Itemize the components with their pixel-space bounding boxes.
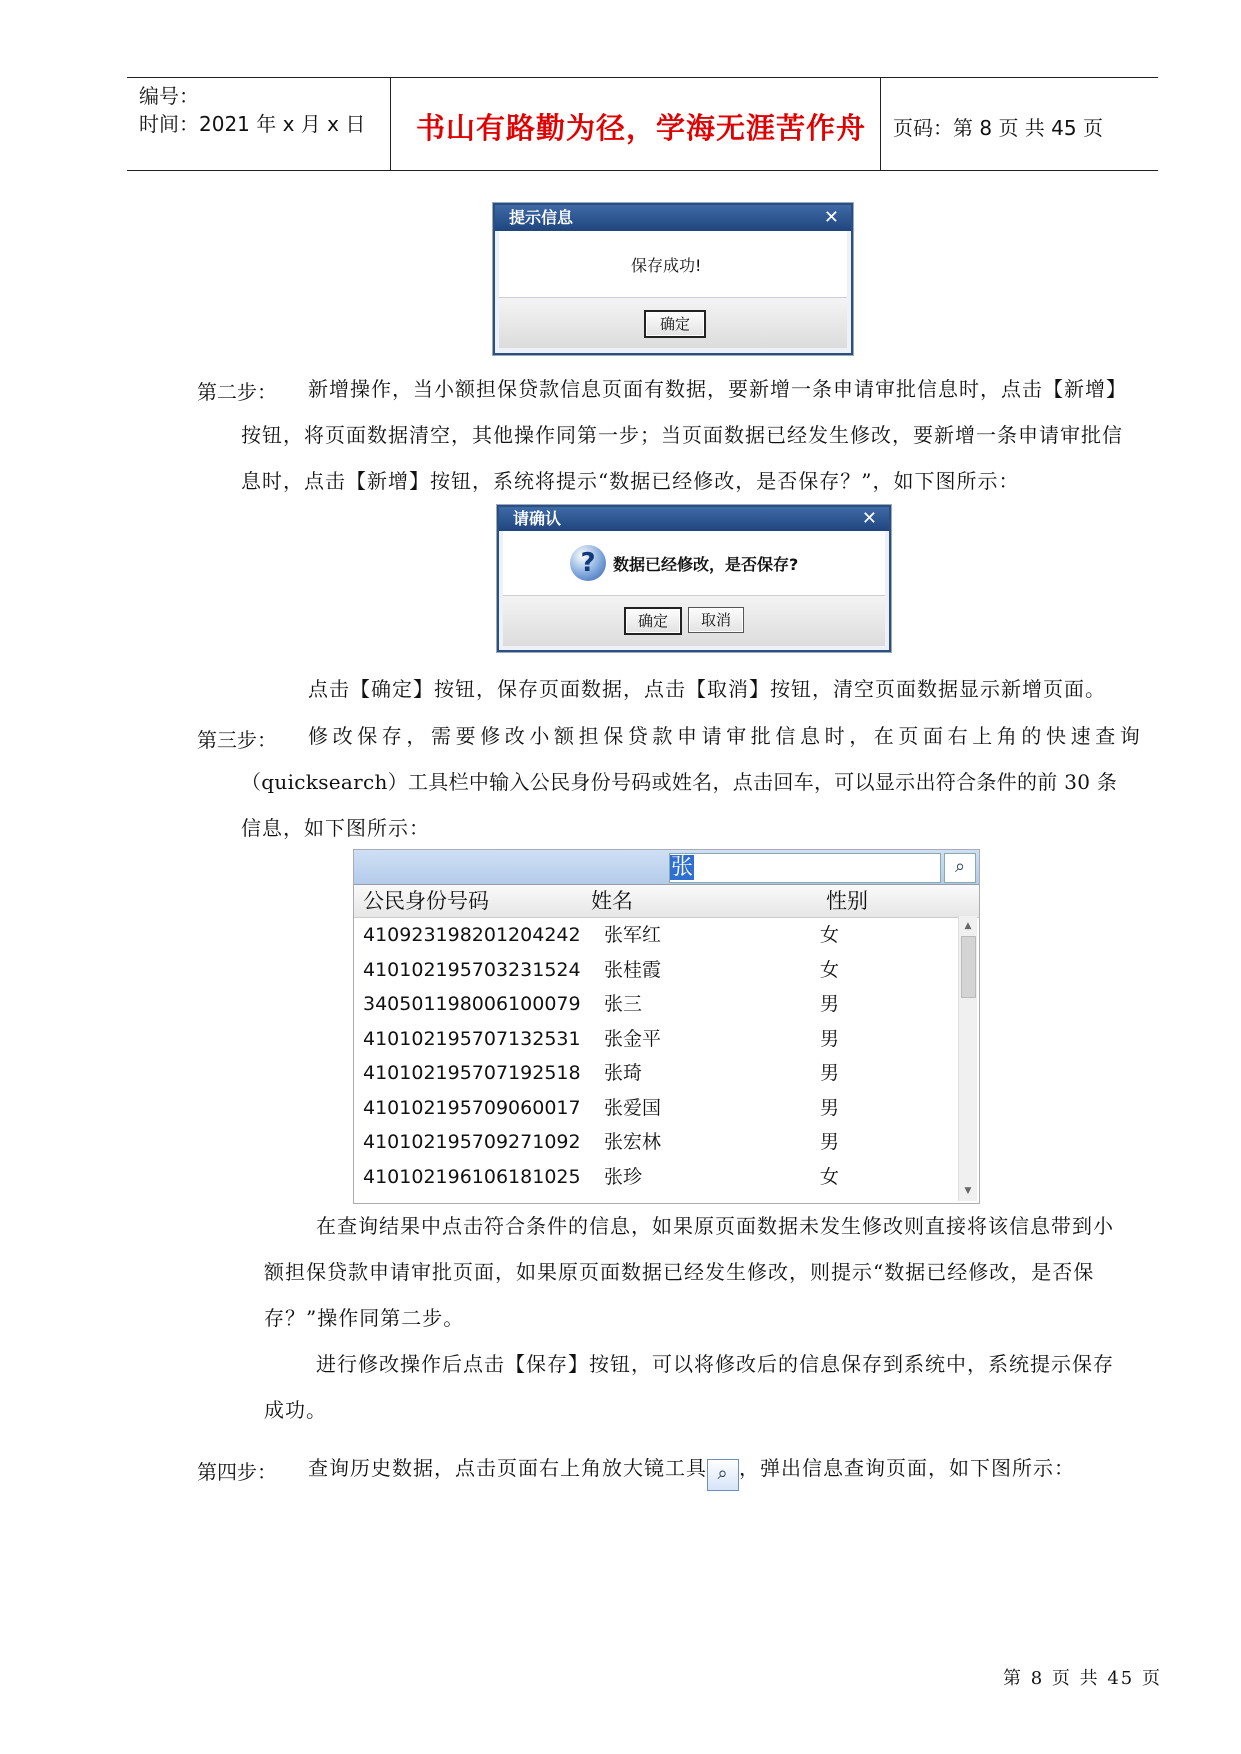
doc-time-label: 时间：2021 年 x 月 x 日: [139, 112, 366, 136]
dialog-body: [499, 231, 847, 298]
step-label: 第四步：: [197, 1460, 277, 1484]
search-icon[interactable]: ⌕: [944, 853, 976, 883]
scroll-up-icon[interactable]: ▲: [964, 921, 972, 931]
step-label: 第二步：: [197, 380, 277, 404]
results-scrollbar[interactable]: [958, 916, 977, 1201]
dialog-footer: [499, 298, 847, 348]
close-icon[interactable]: ✕: [861, 508, 877, 529]
column-header-gender: 性别: [826, 889, 868, 913]
quicksearch-input[interactable]: 张: [669, 853, 941, 883]
step2-line: 息时，点击【新增】按钮，系统将提示“数据已经修改，是否保存？”，如下图所示：: [241, 469, 1020, 493]
column-header-id: 公民身份号码: [363, 889, 489, 913]
dialog-title-bar: [499, 507, 889, 531]
dialog-title: 提示信息: [509, 208, 574, 227]
header-divider: [880, 77, 881, 170]
dialog-footer: [503, 596, 885, 646]
paragraph-line: 存？”操作同第二步。: [264, 1306, 465, 1330]
column-header-name: 姓名: [591, 889, 633, 913]
scroll-down-icon[interactable]: ▼: [964, 1186, 972, 1196]
header-bottom-rule: [127, 170, 1158, 171]
quicksearch-panel: [353, 849, 980, 1204]
paragraph-line: 成功。: [264, 1398, 327, 1422]
result-row[interactable]: 340501198006100079 张三 男: [363, 993, 840, 1015]
results-list: [354, 918, 979, 1194]
dialog-body: [503, 531, 885, 596]
result-row[interactable]: 410102195707132531 张金平 男: [363, 1027, 840, 1050]
result-row[interactable]: 410102195709060017 张爱国 男: [363, 1096, 840, 1119]
step3-line: 修改保存，需要修改小额担保贷款申请审批信息时，在页面右上角的快速查询: [308, 724, 1145, 748]
step2-line: 按钮，将页面数据清空，其他操作同第一步；当页面数据已经发生修改，要新增一条申请审批信: [241, 423, 1123, 447]
paragraph-line: 额担保贷款申请审批页面，如果原页面数据已经发生修改，则提示“数据已经修改，是否保: [264, 1260, 1095, 1284]
magnifier-icon: ⌕: [707, 1459, 739, 1491]
dialog-title: 请确认: [513, 509, 562, 528]
result-row[interactable]: 410923198201204242 张军红 女: [363, 924, 840, 946]
page-footer: 第 8 页 共 45 页: [1003, 1668, 1162, 1689]
dialog-message: 保存成功!: [631, 256, 702, 275]
cancel-button[interactable]: 取消: [688, 607, 744, 633]
paragraph: 点击【确定】按钮，保存页面数据，点击【取消】按钮，清空页面数据显示新增页面。: [308, 677, 1106, 701]
header-top-rule: [127, 77, 1158, 78]
ok-button[interactable]: 确定: [624, 607, 682, 635]
scrollbar-thumb[interactable]: [961, 936, 976, 998]
step3-line: （quicksearch）工具栏中输入公民身份号码或姓名，点击回车，可以显示出符合条件的前 30 条: [241, 770, 1118, 794]
dialog-message: 数据已经修改，是否保存?: [613, 555, 799, 574]
dialog-title-bar: [495, 205, 851, 231]
header-divider: [390, 77, 391, 170]
header-page-info: 页码：第 8 页 共 45 页: [893, 116, 1103, 140]
step4-text: 查询历史数据，点击页面右上角放大镜工具: [308, 1456, 707, 1480]
doc-number-label: 编号：: [139, 84, 199, 108]
quicksearch-toolbar: [354, 850, 979, 885]
step-label: 第三步：: [197, 728, 277, 752]
step4-text: ，弹出信息查询页面，如下图所示：: [739, 1456, 1075, 1480]
results-header: [354, 885, 979, 918]
question-icon: ?: [570, 545, 606, 581]
confirm-dialog: [497, 505, 891, 652]
paragraph-line: 在查询结果中点击符合条件的信息，如果原页面数据未发生修改则直接将该信息带到小: [316, 1214, 1114, 1238]
ok-button[interactable]: 确定: [644, 310, 706, 338]
save-success-dialog: [493, 203, 853, 355]
result-row[interactable]: 410102195703231524 张桂霞 女: [363, 958, 840, 981]
close-icon[interactable]: ✕: [823, 207, 839, 228]
result-row[interactable]: 410102196106181025 张珍 女: [363, 1165, 840, 1188]
result-row[interactable]: 410102195709271092 张宏林 男: [363, 1131, 840, 1153]
paragraph-line: 进行修改操作后点击【保存】按钮，可以将修改后的信息保存到系统中，系统提示保存: [316, 1352, 1114, 1376]
step2-line: 新增操作，当小额担保贷款信息页面有数据，要新增一条申请审批信息时，点击【新增】: [308, 377, 1127, 401]
header-slogan: 书山有路勤为径，学海无涯苦作舟: [416, 111, 867, 145]
step3-line: 信息，如下图所示：: [241, 816, 430, 840]
result-row[interactable]: 410102195707192518 张琦 男: [363, 1062, 840, 1084]
step4-line: [308, 1445, 1075, 1491]
